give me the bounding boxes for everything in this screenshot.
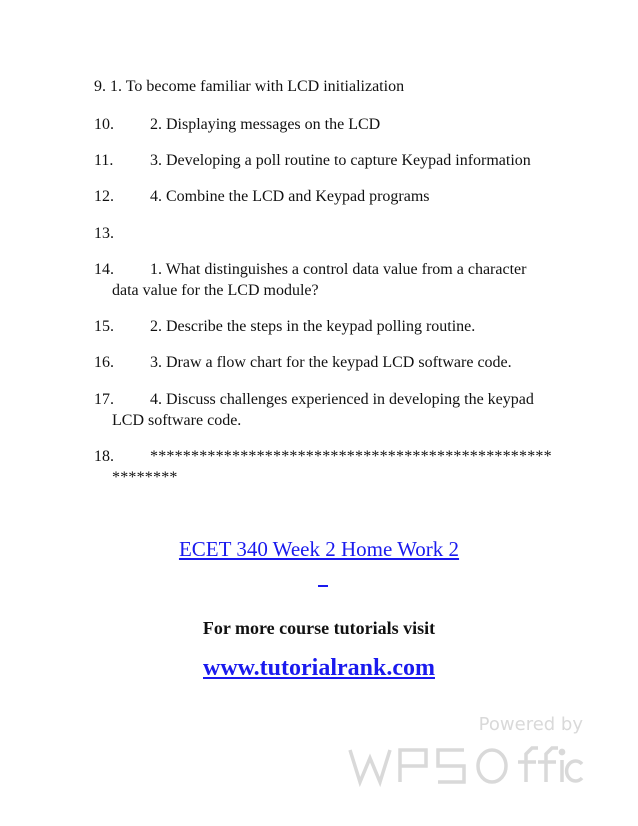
item-text: 4. Discuss challenges experienced in developing the keypad bbox=[150, 391, 534, 408]
list-item bbox=[94, 446, 574, 488]
item-number: 13. bbox=[94, 225, 114, 242]
item-text: 1. To become familiar with LCD initialization bbox=[110, 78, 405, 95]
item-text: 4. Combine the LCD and Keypad programs bbox=[150, 188, 430, 205]
item-text: 2. Displaying messages on the LCD bbox=[150, 116, 381, 133]
list-item bbox=[94, 223, 574, 244]
underline-link[interactable] bbox=[318, 585, 328, 587]
item-number: 10. bbox=[94, 116, 114, 133]
list-item bbox=[94, 259, 574, 301]
wps-watermark bbox=[346, 712, 591, 792]
list-item bbox=[94, 389, 574, 431]
wps-office-logo-icon bbox=[346, 736, 591, 792]
item-number: 15. bbox=[94, 318, 114, 335]
item-continuation: data value for the LCD module? bbox=[112, 282, 319, 299]
list-item bbox=[94, 186, 574, 207]
item-text: 3. Developing a poll routine to capture Keypad information bbox=[150, 152, 531, 169]
item-continuation: LCD software code. bbox=[112, 412, 242, 429]
item-number: 17. bbox=[94, 391, 114, 408]
more-tutorials-text: For more course tutorials visit bbox=[202, 618, 436, 638]
item-number: 12. bbox=[94, 188, 114, 205]
homework-link[interactable]: ECET 340 Week 2 Home Work 2 bbox=[178, 537, 460, 561]
item-continuation: ******** bbox=[112, 469, 178, 486]
item-number: 18. bbox=[94, 448, 114, 465]
list-item bbox=[94, 316, 574, 337]
item-number: 9. bbox=[94, 78, 106, 95]
list-item bbox=[94, 150, 574, 171]
list-item bbox=[94, 76, 574, 97]
item-number: 16. bbox=[94, 354, 114, 371]
list-item bbox=[94, 352, 574, 373]
item-text: ************************************************* bbox=[150, 448, 552, 465]
powered-by-text: Powered by bbox=[478, 714, 583, 735]
list-item bbox=[94, 114, 574, 135]
website-link[interactable]: www.tutorialrank.com bbox=[203, 655, 435, 681]
item-text: 2. Describe the steps in the keypad polling routine. bbox=[150, 318, 476, 335]
item-number: 14. bbox=[94, 261, 114, 278]
item-number: 11. bbox=[94, 152, 114, 169]
item-text: 3. Draw a flow chart for the keypad LCD software code. bbox=[150, 354, 512, 371]
item-text: 1. What distinguishes a control data value from a character bbox=[150, 261, 527, 278]
